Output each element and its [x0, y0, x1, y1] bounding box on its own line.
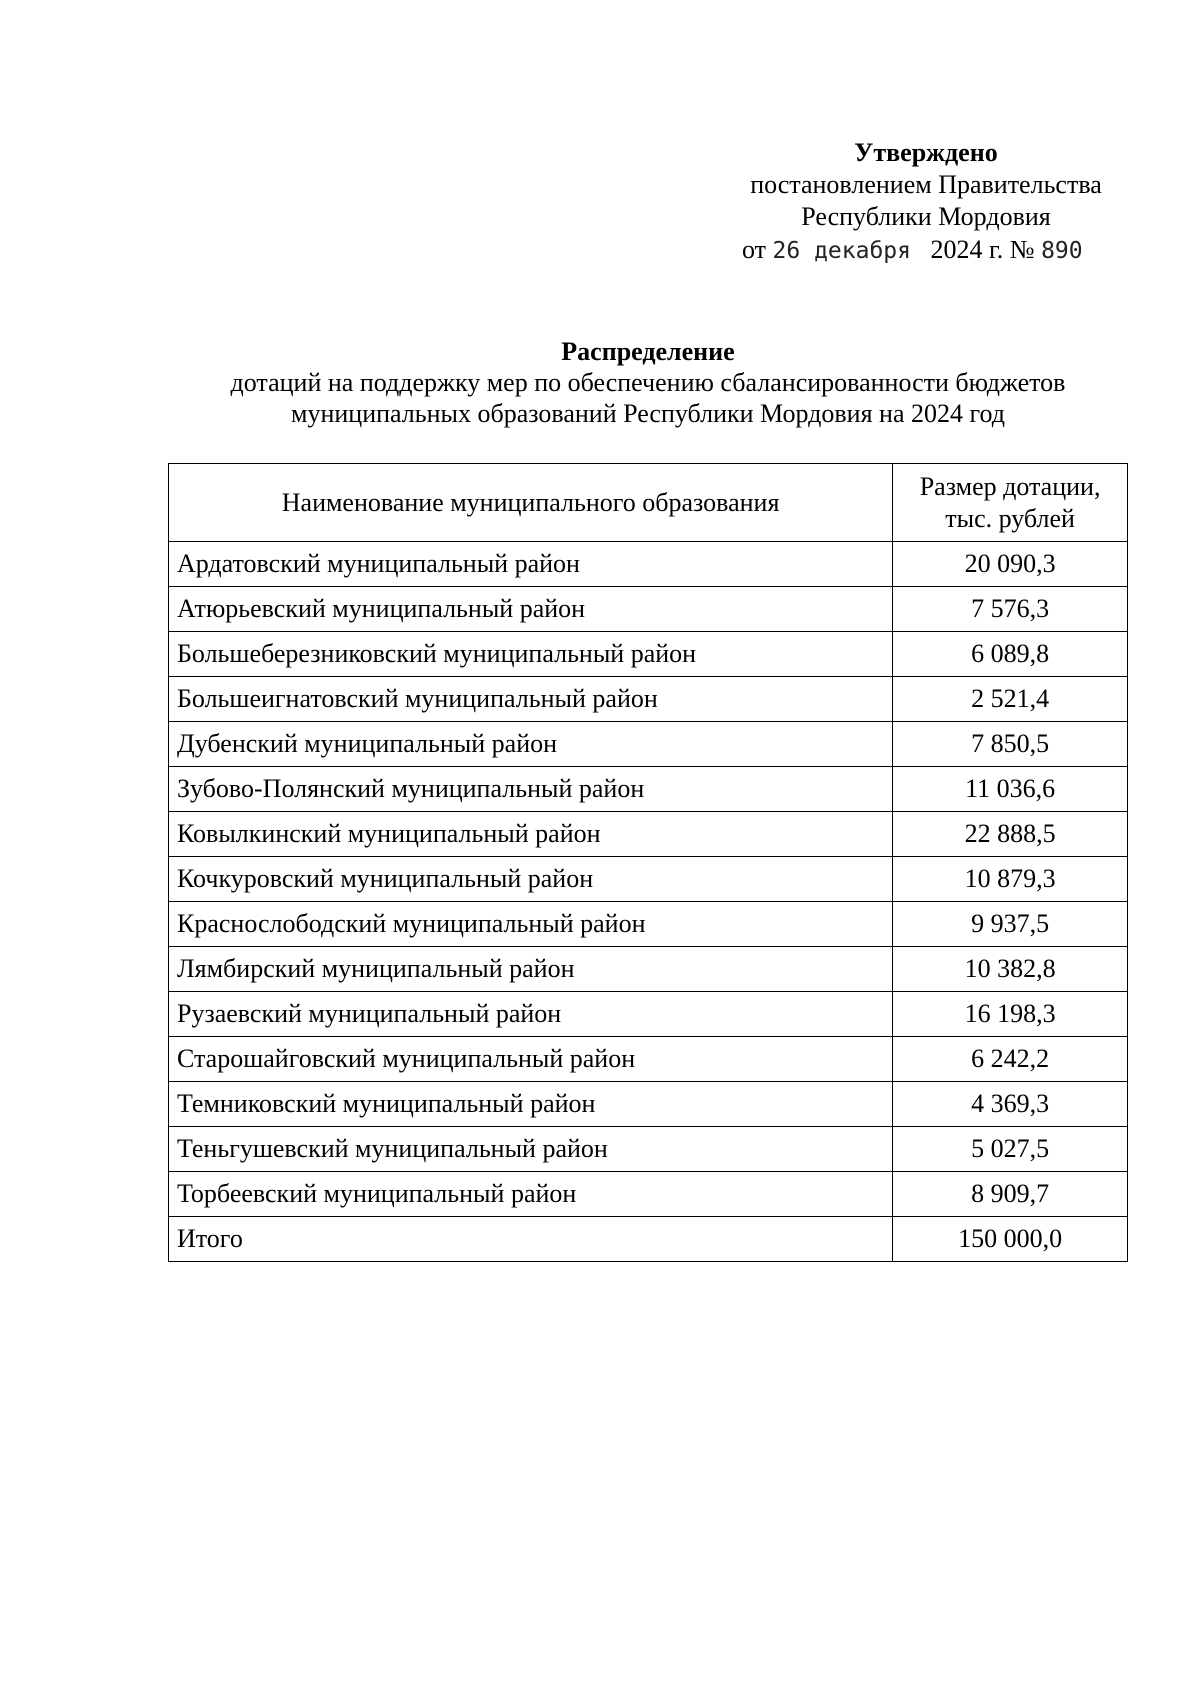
grant-amount: 6 242,2 [893, 1037, 1128, 1082]
municipality-name: Рузаевский муниципальный район [169, 992, 893, 1037]
total-row [169, 1217, 1128, 1262]
municipality-name: Атюрьевский муниципальный район [169, 587, 893, 632]
header-amount-line-1: Размер дотации, [919, 471, 1101, 501]
header-grant-amount [893, 464, 1128, 542]
table-header-row [169, 464, 1128, 542]
grant-amount: 10 879,3 [893, 857, 1128, 902]
table-row [169, 1172, 1128, 1217]
municipality-name: Торбеевский муниципальный район [169, 1172, 893, 1217]
grant-amount: 4 369,3 [893, 1082, 1128, 1127]
grant-amount: 16 198,3 [893, 992, 1128, 1037]
grant-amount: 20 090,3 [893, 542, 1128, 587]
approval-line-government: постановлением Правительства [750, 170, 1102, 199]
table-row [169, 947, 1128, 992]
grant-amount: 7 576,3 [893, 587, 1128, 632]
table-row [169, 677, 1128, 722]
date-prefix: от [742, 235, 767, 264]
table-row [169, 767, 1128, 812]
municipality-name: Зубово-Полянский муниципальный район [169, 767, 893, 812]
heading-line-2: муниципальных образований Республики Мордовия на 2024 год [291, 399, 1005, 428]
table-row [169, 992, 1128, 1037]
table-row [169, 902, 1128, 947]
grant-amount: 7 850,5 [893, 722, 1128, 767]
grant-amount: 22 888,5 [893, 812, 1128, 857]
grant-amount: 6 089,8 [893, 632, 1128, 677]
table-row [169, 722, 1128, 767]
date-year: 2024 г. № [930, 235, 1035, 264]
municipality-name: Большеберезниковский муниципальный район [169, 632, 893, 677]
total-label: Итого [169, 1217, 893, 1262]
grant-amount: 11 036,6 [893, 767, 1128, 812]
total-amount: 150 000,0 [893, 1217, 1128, 1262]
heading-line-1: дотаций на поддержку мер по обеспечению сбалансированности бюджетов [230, 368, 1066, 397]
municipality-name: Краснослободский муниципальный район [169, 902, 893, 947]
grant-amount: 10 382,8 [893, 947, 1128, 992]
approval-block [716, 137, 1136, 264]
document-heading [168, 336, 1128, 429]
grant-amount: 8 909,7 [893, 1172, 1128, 1217]
table-row [169, 632, 1128, 677]
table-row [169, 812, 1128, 857]
approval-title: Утверждено [854, 138, 998, 167]
municipality-name: Большеигнатовский муниципальный район [169, 677, 893, 722]
distribution-table [168, 463, 1128, 1262]
municipality-name: Старошайговский муниципальный район [169, 1037, 893, 1082]
table-row [169, 1127, 1128, 1172]
approval-line-republic: Республики Мордовия [801, 202, 1051, 231]
table-row [169, 1082, 1128, 1127]
grant-amount: 2 521,4 [893, 677, 1128, 722]
municipality-name: Лямбирский муниципальный район [169, 947, 893, 992]
grant-amount: 9 937,5 [893, 902, 1128, 947]
table-row [169, 587, 1128, 632]
header-amount-line-2: тыс. рублей [945, 503, 1075, 533]
municipality-name: Ардатовский муниципальный район [169, 542, 893, 587]
table-row [169, 542, 1128, 587]
municipality-name: Теньгушевский муниципальный район [169, 1127, 893, 1172]
municipality-name: Ковылкинский муниципальный район [169, 812, 893, 857]
header-municipality-name: Наименование муниципального образования [169, 464, 893, 542]
municipality-name: Темниковский муниципальный район [169, 1082, 893, 1127]
date-day-month: 26 декабря [772, 238, 912, 264]
table-row [169, 857, 1128, 902]
table-row [169, 1037, 1128, 1082]
municipality-name: Кочкуровский муниципальный район [169, 857, 893, 902]
heading-title: Распределение [561, 337, 735, 366]
municipality-name: Дубенский муниципальный район [169, 722, 893, 767]
document-number: 890 [1041, 238, 1083, 264]
grant-amount: 5 027,5 [893, 1127, 1128, 1172]
approval-date-line [742, 234, 1083, 267]
